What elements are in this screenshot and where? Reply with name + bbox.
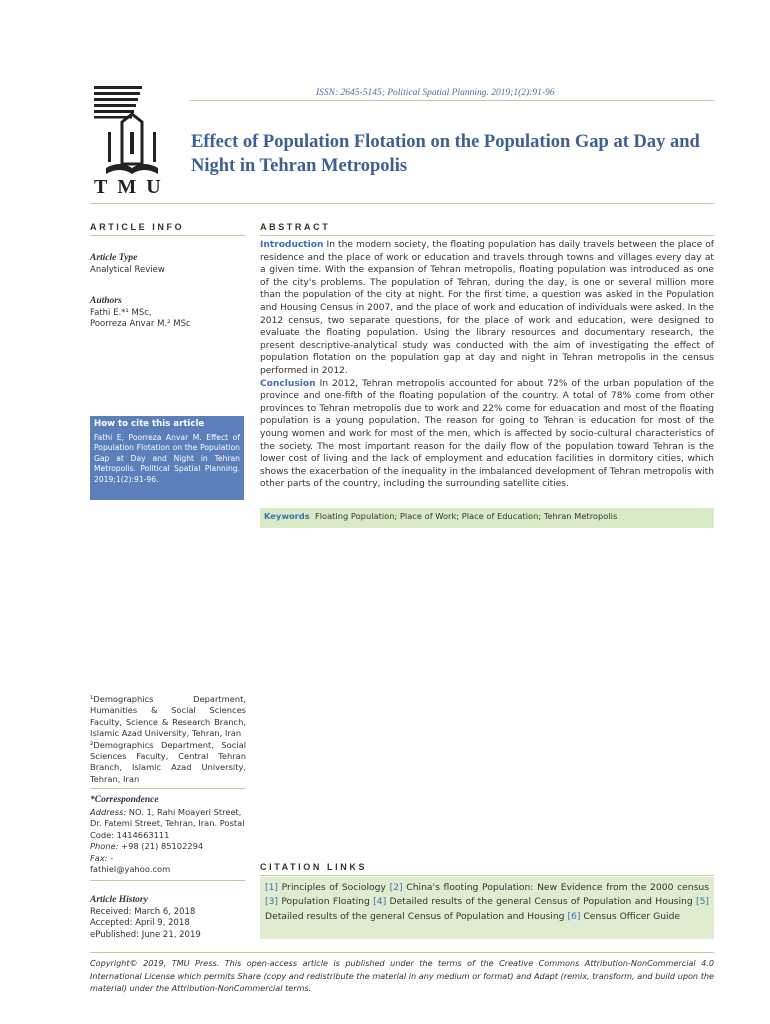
title-rule	[90, 203, 714, 204]
how-to-cite-title: How to cite this article	[94, 419, 205, 429]
citation-links-box	[260, 877, 714, 939]
citation-number[interactable]: [3]	[265, 896, 279, 908]
abstract-body	[260, 239, 714, 491]
correspondence-rule	[90, 880, 245, 881]
address-value: NO. 1, Rahi Moayeri Street, Dr. Fatemi Street, Tehran, Iran. Postal Code: 1414663111	[90, 806, 245, 840]
copyright-notice: Copyright© 2019, TMU Press. This open-access article is published under the terms of the Creative Commons Attribution-NonCommercial 4.0 International License which permits Share (copy and redistribute the material in any medium or format) and Adapt (remix, transform, and build upon the material) under the Attribution-NonCommercial terms.	[90, 958, 714, 994]
introduction-paragraph	[260, 239, 714, 378]
footer-rule	[90, 952, 714, 953]
abstract-heading: ABSTRACT	[260, 222, 331, 232]
authors-block	[90, 296, 246, 331]
citation-link[interactable]: China's flooting Population: New Evidence from the 2000 census	[402, 882, 709, 893]
article-info-rule	[90, 235, 245, 236]
citation-number[interactable]: [6]	[567, 910, 581, 922]
conclusion-label: Conclusion	[260, 378, 316, 389]
phone-value: +98 (21) 85102294	[118, 841, 204, 851]
article-type-value: Analytical Review	[90, 264, 165, 275]
author-1: Fathi E.*¹ MSc,	[90, 307, 152, 318]
citation-link[interactable]: Detailed results of the general Census of Population and Housing	[265, 910, 568, 922]
logo-text: TMU	[94, 176, 171, 198]
article-type-block	[90, 253, 246, 276]
how-to-cite-text: Fathi E, Poorreza Anvar M. Effect of Population Flotation on the Population Gap at Day and Night in Tehran Metropolis. Political Spatial Planning. 2019;1(2):91-96.	[94, 432, 240, 484]
header-rule	[190, 100, 714, 101]
keywords-text: Floating Population; Place of Work; Place of Education; Tehran Metropolis	[314, 511, 618, 521]
affiliation-rule	[90, 788, 245, 789]
accepted-date: Accepted: April 9, 2018	[90, 918, 190, 928]
article-info-heading: ARTICLE INFO	[90, 222, 185, 232]
affiliation-1: ¹Demographics Department, Humanities & Social Sciences Faculty, Science & Research Branch, Islamic Azad University, Tehran, Iran	[90, 694, 246, 739]
phone-label: Phone:	[90, 841, 119, 851]
citation-link[interactable]: Detailed results of the general Census of Population and Housing	[386, 896, 696, 908]
citation-rule	[260, 875, 714, 876]
author-2: Poorreza Anvar M.² MSc	[90, 319, 191, 329]
affiliations-block	[90, 694, 246, 785]
fax-label: Fax:	[90, 852, 108, 863]
citation-number[interactable]: [4]	[373, 896, 387, 908]
correspondence-label: *Correspondence	[90, 795, 159, 805]
keywords-box	[260, 508, 714, 528]
conclusion-text: In 2012, Tehran metropolis accounted for about 72% of the urban population of the province and one-fifth of the floating population of the country. A total of 78% come from other provinces to Tehran metropolis due to work and 22% come for eduacation and most of the floating population is a young population. The reason for going to Tehran is education for most of the young women and work for most of the men, which is affected by socio-cultural characteristics of the society. The most important reason for the daily flow of the population toward Tehran is the lower cost of living and the lack of employment and education facilities in dormitory cities, which shows the exacerbation of the inequality in the imbalanced development of Tehran metropolis with other parts of the country, including the surrounding satellite cities.	[260, 378, 714, 490]
email-link[interactable]: fathiel@yahoo.com	[90, 864, 171, 874]
citation-link[interactable]: Population Floating	[278, 896, 374, 908]
address-label: Address:	[90, 806, 127, 817]
introduction-label: Introduction	[260, 240, 324, 250]
conclusion-paragraph	[260, 378, 714, 491]
authors-label: Authors	[90, 296, 122, 306]
history-block	[90, 895, 246, 941]
history-label: Article History	[90, 895, 148, 905]
how-to-cite-box	[90, 416, 244, 500]
fax-value: -	[107, 852, 114, 863]
citation-number[interactable]: [2]	[389, 882, 403, 893]
epublished-date: ePublished: June 21, 2019	[90, 929, 201, 940]
correspondence-block	[90, 795, 246, 876]
citation-number[interactable]: [5]	[695, 896, 709, 908]
article-title: Effect of Population Flotation on the Population Gap at Day and Night in Tehran Metropolis	[191, 132, 700, 176]
abstract-rule	[260, 235, 714, 236]
citation-link[interactable]: Census Officer Guide	[580, 910, 681, 922]
received-date: Received: March 6, 2018	[90, 906, 196, 917]
affiliation-2: ²Demographics Department, Social Sciences Faculty, Central Tehran Branch, Islamic Azad University, Tehran, Iran	[90, 739, 246, 784]
introduction-text: In the modern society, the floating population has daily travels between the place of residence and the place of work or education and travels through towns and villages every day at a given time. With the expansion of Tehran metropolis, floating population was introduced as one of the city's problems. The population of Tehran, during the day, is one or several million more than the population of the city at night. For the first time, a question was asked in the Population and Housing Census in 2007, and the place of work and education of individuals were asked. In the 2012 census, two separate questions, for the place of work and education, were designed to evaluate the floating population. Using the library resources and documentary research, the present descriptive-analytical study was conducted with the aim of investigating the effect of population flotation on the population gap at day and night in Tehran metropolis in the census performed in 2012.	[260, 240, 714, 376]
citation-links-heading: CITATION LINKS	[260, 862, 368, 872]
keywords-label: Keywords	[264, 511, 310, 521]
issn-line: ISSN: 2645-5145; Political Spatial Planning. 2019;1(2):91-96	[316, 88, 555, 98]
citation-number[interactable]: [1]	[265, 882, 279, 893]
article-type-label: Article Type	[90, 253, 138, 263]
citation-link[interactable]: Principles of Sociology	[278, 882, 390, 893]
